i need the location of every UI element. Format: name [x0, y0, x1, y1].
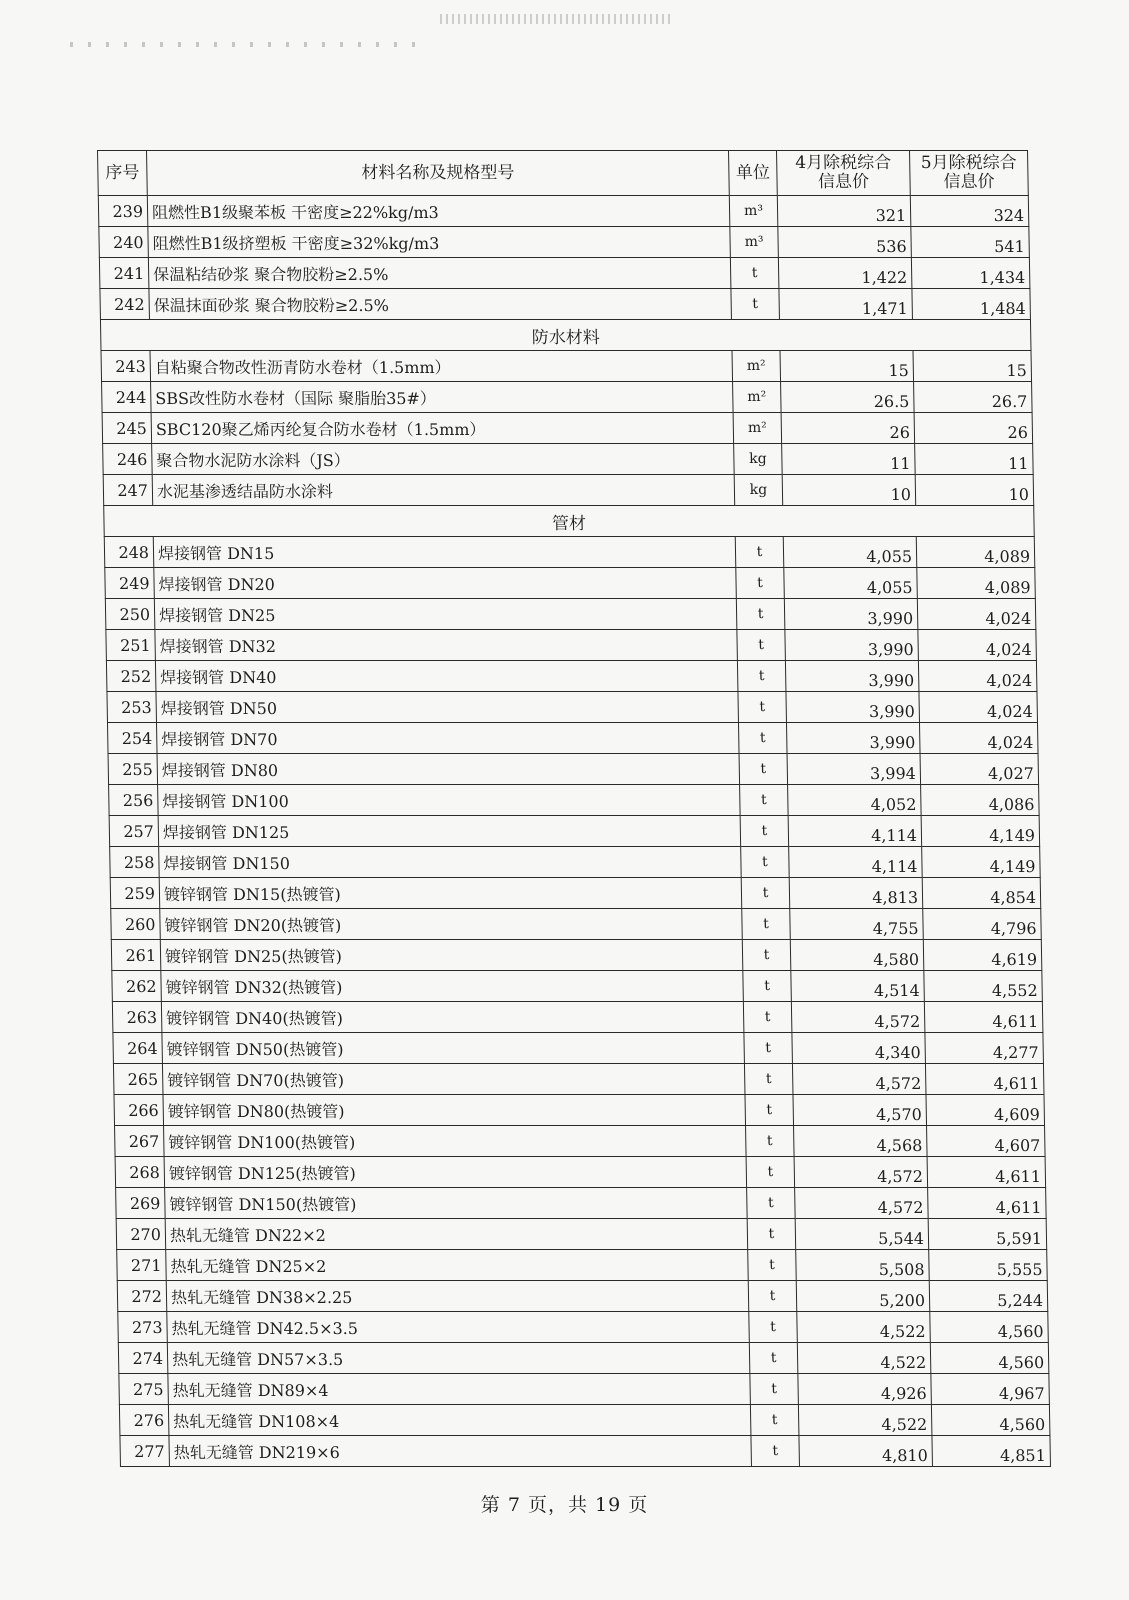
row-unit: m³: [730, 227, 779, 258]
row-index: 257: [109, 816, 159, 847]
row-april-price: 4,114: [788, 816, 922, 847]
row-index: 263: [112, 1002, 162, 1033]
row-unit: kg: [734, 475, 783, 506]
row-may-price: 4,149: [922, 847, 1041, 878]
table-row: [116, 1219, 1047, 1250]
table-row: [108, 754, 1039, 785]
row-may-price: 4,277: [925, 1033, 1044, 1064]
row-material-name: 镀锌钢管 DN70(热镀管): [162, 1064, 745, 1095]
table-row: [118, 1343, 1049, 1374]
table-row: [105, 599, 1036, 630]
row-april-price: 26: [781, 413, 915, 444]
row-material-name: 镀锌钢管 DN40(热镀管): [161, 1002, 744, 1033]
row-april-price: 11: [782, 444, 916, 475]
table-row: [110, 847, 1041, 878]
row-index: 243: [101, 351, 151, 382]
table-row: [99, 227, 1030, 258]
row-may-price: 4,024: [919, 723, 1038, 754]
table-row: [118, 1312, 1049, 1343]
scan-artifact: [70, 42, 430, 47]
row-may-price: 5,555: [929, 1250, 1048, 1281]
row-index: 258: [110, 847, 160, 878]
row-unit: t: [750, 1405, 799, 1436]
row-unit: t: [738, 692, 787, 723]
row-material-name: 镀锌钢管 DN125(热镀管): [164, 1157, 747, 1188]
row-april-price: 3,990: [786, 723, 920, 754]
row-index: 272: [117, 1281, 167, 1312]
table-row: [120, 1436, 1051, 1467]
row-material-name: 自粘聚合物改性沥青防水卷材（1.5mm）: [150, 351, 733, 382]
row-april-price: 536: [778, 227, 912, 258]
row-april-price: 4,572: [791, 1002, 925, 1033]
row-index: 252: [106, 661, 156, 692]
row-may-price: 5,244: [929, 1281, 1048, 1312]
header-apr-line1: 4月除税综合: [795, 153, 892, 173]
header-idx: 序号: [98, 151, 148, 196]
row-may-price: 4,560: [930, 1312, 1049, 1343]
table-row: [106, 630, 1037, 661]
row-material-name: 热轧无缝管 DN57×3.5: [167, 1343, 750, 1374]
row-april-price: 4,813: [789, 878, 923, 909]
row-unit: t: [737, 661, 786, 692]
row-may-price: 26: [914, 413, 1033, 444]
row-unit: t: [737, 630, 786, 661]
table-row: [113, 1033, 1044, 1064]
row-may-price: 324: [910, 196, 1029, 227]
row-may-price: 4,851: [932, 1436, 1051, 1467]
row-may-price: 4,611: [928, 1188, 1047, 1219]
scan-artifact: [440, 14, 670, 24]
row-index: 246: [103, 444, 153, 475]
row-index: 260: [111, 909, 161, 940]
row-april-price: 4,340: [792, 1033, 926, 1064]
row-unit: m²: [732, 351, 781, 382]
row-unit: t: [743, 1002, 792, 1033]
row-april-price: 4,514: [791, 971, 925, 1002]
row-index: 271: [117, 1250, 167, 1281]
row-material-name: 焊接钢管 DN50: [156, 692, 739, 723]
row-may-price: 15: [913, 351, 1032, 382]
section-title: 管材: [104, 506, 1035, 537]
section-title: 防水材料: [100, 320, 1031, 351]
row-material-name: 焊接钢管 DN15: [153, 537, 736, 568]
row-index: 254: [107, 723, 157, 754]
table-row: [112, 1002, 1043, 1033]
row-unit: t: [742, 909, 791, 940]
row-may-price: 26.7: [914, 382, 1033, 413]
table-row: [119, 1405, 1050, 1436]
row-unit: t: [744, 1033, 793, 1064]
row-may-price: 4,027: [920, 754, 1039, 785]
row-index: 250: [105, 599, 155, 630]
table-row: [114, 1095, 1045, 1126]
row-unit: m³: [729, 196, 778, 227]
row-april-price: 4,810: [799, 1436, 933, 1467]
row-may-price: 4,560: [930, 1343, 1049, 1374]
row-index: 244: [102, 382, 152, 413]
table-body: [98, 196, 1050, 1467]
table-row: [111, 940, 1042, 971]
row-april-price: 5,200: [796, 1281, 930, 1312]
row-material-name: 阻燃性B1级挤塑板 干密度≥32%kg/m3: [148, 227, 731, 258]
row-may-price: 10: [915, 475, 1034, 506]
row-may-price: 4,619: [923, 940, 1042, 971]
section-header-row: [100, 320, 1031, 351]
table-row: [104, 537, 1035, 568]
row-index: 241: [99, 258, 149, 289]
row-index: 249: [105, 568, 155, 599]
table-row: [109, 785, 1040, 816]
row-material-name: 焊接钢管 DN125: [158, 816, 741, 847]
row-april-price: 4,055: [784, 568, 918, 599]
row-material-name: 镀锌钢管 DN80(热镀管): [163, 1095, 746, 1126]
row-may-price: 4,552: [924, 971, 1043, 1002]
row-unit: t: [730, 258, 779, 289]
row-april-price: 4,522: [797, 1312, 931, 1343]
row-material-name: 保温粘结砂浆 聚合物胶粉≥2.5%: [148, 258, 731, 289]
row-unit: kg: [734, 444, 783, 475]
row-may-price: 4,560: [931, 1405, 1050, 1436]
row-may-price: 4,024: [918, 661, 1037, 692]
table-header-row: [98, 151, 1029, 196]
row-may-price: 4,086: [921, 785, 1040, 816]
row-may-price: 4,024: [917, 599, 1036, 630]
row-april-price: 4,572: [795, 1188, 929, 1219]
row-unit: t: [748, 1250, 797, 1281]
row-may-price: 4,967: [931, 1374, 1050, 1405]
row-april-price: 4,522: [797, 1343, 931, 1374]
row-may-price: 4,611: [925, 1064, 1044, 1095]
row-index: 256: [109, 785, 159, 816]
row-index: 239: [98, 196, 148, 227]
row-material-name: 热轧无缝管 DN108×4: [168, 1405, 751, 1436]
table-row: [98, 196, 1029, 227]
row-material-name: 焊接钢管 DN20: [154, 568, 737, 599]
row-index: 248: [104, 537, 154, 568]
row-material-name: SBS改性防水卷材（国际 聚脂胎35#）: [151, 382, 734, 413]
row-index: 268: [115, 1157, 165, 1188]
row-may-price: 11: [915, 444, 1034, 475]
row-may-price: 4,149: [921, 816, 1040, 847]
table-row: [102, 413, 1033, 444]
row-may-price: 541: [911, 227, 1030, 258]
row-material-name: 焊接钢管 DN150: [159, 847, 742, 878]
row-index: 255: [108, 754, 158, 785]
row-unit: t: [749, 1343, 798, 1374]
row-unit: t: [747, 1219, 796, 1250]
row-index: 275: [119, 1374, 169, 1405]
row-april-price: 3,990: [786, 692, 920, 723]
row-may-price: 4,611: [927, 1157, 1046, 1188]
row-index: 277: [120, 1436, 170, 1467]
row-index: 273: [118, 1312, 168, 1343]
row-april-price: 4,572: [792, 1064, 926, 1095]
row-april-price: 3,990: [785, 661, 919, 692]
row-may-price: 4,024: [918, 630, 1037, 661]
table-row: [102, 382, 1033, 413]
table-row: [112, 971, 1043, 1002]
row-material-name: 镀锌钢管 DN15(热镀管): [159, 878, 742, 909]
row-material-name: 热轧无缝管 DN22×2: [165, 1219, 748, 1250]
table-row: [115, 1157, 1046, 1188]
row-may-price: 4,611: [924, 1002, 1043, 1033]
row-unit: t: [745, 1095, 794, 1126]
table-row: [109, 816, 1040, 847]
row-material-name: 镀锌钢管 DN150(热镀管): [165, 1188, 748, 1219]
page-footer: 第 7 页，共 19 页: [480, 1494, 649, 1516]
row-material-name: 焊接钢管 DN40: [155, 661, 738, 692]
row-unit: t: [738, 723, 787, 754]
row-may-price: 1,434: [911, 258, 1030, 289]
table-row: [115, 1126, 1046, 1157]
row-material-name: 镀锌钢管 DN32(热镀管): [161, 971, 744, 1002]
table-row: [101, 351, 1032, 382]
header-name: 材料名称及规格型号: [147, 151, 730, 196]
row-may-price: 4,609: [926, 1095, 1045, 1126]
row-material-name: 阻燃性B1级聚苯板 干密度≥22%kg/m3: [147, 196, 730, 227]
row-unit: t: [743, 971, 792, 1002]
row-april-price: 1,471: [779, 289, 913, 320]
row-material-name: 焊接钢管 DN32: [155, 630, 738, 661]
row-index: 276: [119, 1405, 169, 1436]
table-row: [116, 1188, 1047, 1219]
row-april-price: 4,570: [793, 1095, 927, 1126]
row-material-name: 水泥基渗透结晶防水涂料: [152, 475, 735, 506]
row-unit: t: [736, 568, 785, 599]
header-apr-price: [777, 151, 911, 196]
row-april-price: 4,580: [790, 940, 924, 971]
row-unit: t: [747, 1188, 796, 1219]
row-april-price: 4,052: [788, 785, 922, 816]
row-unit: t: [739, 754, 788, 785]
row-unit: t: [736, 599, 785, 630]
row-april-price: 3,990: [784, 599, 918, 630]
row-unit: t: [746, 1126, 795, 1157]
row-unit: t: [746, 1157, 795, 1188]
row-material-name: 热轧无缝管 DN25×2: [166, 1250, 749, 1281]
row-unit: t: [741, 878, 790, 909]
row-index: 274: [118, 1343, 168, 1374]
row-index: 242: [100, 289, 150, 320]
row-april-price: 1,422: [778, 258, 912, 289]
row-unit: t: [744, 1064, 793, 1095]
row-may-price: 4,089: [917, 568, 1036, 599]
row-unit: t: [735, 537, 784, 568]
row-material-name: 热轧无缝管 DN219×6: [169, 1436, 752, 1467]
row-may-price: 5,591: [928, 1219, 1047, 1250]
table-row: [110, 878, 1041, 909]
row-material-name: 镀锌钢管 DN20(热镀管): [160, 909, 743, 940]
table-row: [103, 475, 1034, 506]
header-may-line1: 5月除税综合: [920, 153, 1017, 173]
row-material-name: 热轧无缝管 DN89×4: [168, 1374, 751, 1405]
row-april-price: 26.5: [781, 382, 915, 413]
table-row: [117, 1281, 1048, 1312]
row-unit: t: [740, 816, 789, 847]
row-material-name: SBC120聚乙烯丙纶复合防水卷材（1.5mm）: [151, 413, 734, 444]
row-index: 267: [115, 1126, 165, 1157]
row-april-price: 4,755: [790, 909, 924, 940]
table-row: [103, 444, 1034, 475]
header-may-price: [910, 151, 1029, 196]
row-april-price: 10: [782, 475, 916, 506]
row-april-price: 3,994: [787, 754, 921, 785]
row-index: 270: [116, 1219, 166, 1250]
row-april-price: 4,055: [783, 537, 917, 568]
row-index: 264: [113, 1033, 163, 1064]
row-april-price: 15: [780, 351, 914, 382]
row-unit: t: [749, 1312, 798, 1343]
row-unit: t: [750, 1374, 799, 1405]
row-index: 251: [106, 630, 156, 661]
row-april-price: 3,990: [785, 630, 919, 661]
row-unit: t: [740, 785, 789, 816]
table-row: [111, 909, 1042, 940]
row-unit: m²: [733, 382, 782, 413]
section-header-row: [104, 506, 1035, 537]
table-row: [113, 1064, 1044, 1095]
table-row: [119, 1374, 1050, 1405]
row-may-price: 4,089: [916, 537, 1035, 568]
row-index: 253: [107, 692, 157, 723]
row-april-price: 4,926: [798, 1374, 932, 1405]
row-index: 262: [112, 971, 162, 1002]
row-index: 259: [110, 878, 160, 909]
row-index: 247: [103, 475, 153, 506]
row-material-name: 镀锌钢管 DN25(热镀管): [160, 940, 743, 971]
row-unit: t: [741, 847, 790, 878]
row-may-price: 4,607: [927, 1126, 1046, 1157]
row-april-price: 5,508: [796, 1250, 930, 1281]
row-index: 266: [114, 1095, 164, 1126]
row-april-price: 5,544: [795, 1219, 929, 1250]
header-apr-line2: 信息价: [817, 172, 870, 192]
row-material-name: 焊接钢管 DN70: [156, 723, 739, 754]
row-material-name: 镀锌钢管 DN100(热镀管): [164, 1126, 747, 1157]
row-may-price: 4,024: [919, 692, 1038, 723]
row-may-price: 4,796: [923, 909, 1042, 940]
row-unit: m²: [733, 413, 782, 444]
row-unit: t: [748, 1281, 797, 1312]
row-unit: t: [742, 940, 791, 971]
row-april-price: 4,114: [789, 847, 923, 878]
row-index: 240: [99, 227, 149, 258]
row-material-name: 热轧无缝管 DN42.5×3.5: [167, 1312, 750, 1343]
table-row: [117, 1250, 1048, 1281]
header-unit: 单位: [729, 151, 778, 196]
table-row: [105, 568, 1036, 599]
row-index: 261: [111, 940, 161, 971]
row-april-price: 4,568: [794, 1126, 928, 1157]
row-material-name: 焊接钢管 DN25: [154, 599, 737, 630]
row-material-name: 热轧无缝管 DN38×2.25: [166, 1281, 749, 1312]
row-material-name: 保温抹面砂浆 聚合物胶粉≥2.5%: [149, 289, 732, 320]
row-april-price: 321: [777, 196, 911, 227]
table-row: [107, 692, 1038, 723]
row-april-price: 4,572: [794, 1157, 928, 1188]
row-material-name: 焊接钢管 DN100: [158, 785, 741, 816]
row-may-price: 1,484: [912, 289, 1031, 320]
row-april-price: 4,522: [798, 1405, 932, 1436]
row-index: 245: [102, 413, 152, 444]
row-material-name: 聚合物水泥防水涂料（JS）: [152, 444, 735, 475]
table-row: [107, 723, 1038, 754]
table-row: [99, 258, 1030, 289]
price-table: [97, 150, 1051, 1467]
row-unit: t: [731, 289, 780, 320]
row-material-name: 焊接钢管 DN80: [157, 754, 740, 785]
row-unit: t: [751, 1436, 800, 1467]
row-material-name: 镀锌钢管 DN50(热镀管): [162, 1033, 745, 1064]
table-row: [100, 289, 1031, 320]
row-index: 269: [116, 1188, 166, 1219]
row-index: 265: [113, 1064, 163, 1095]
header-may-line2: 信息价: [943, 172, 995, 192]
row-may-price: 4,854: [922, 878, 1041, 909]
table-row: [106, 661, 1037, 692]
